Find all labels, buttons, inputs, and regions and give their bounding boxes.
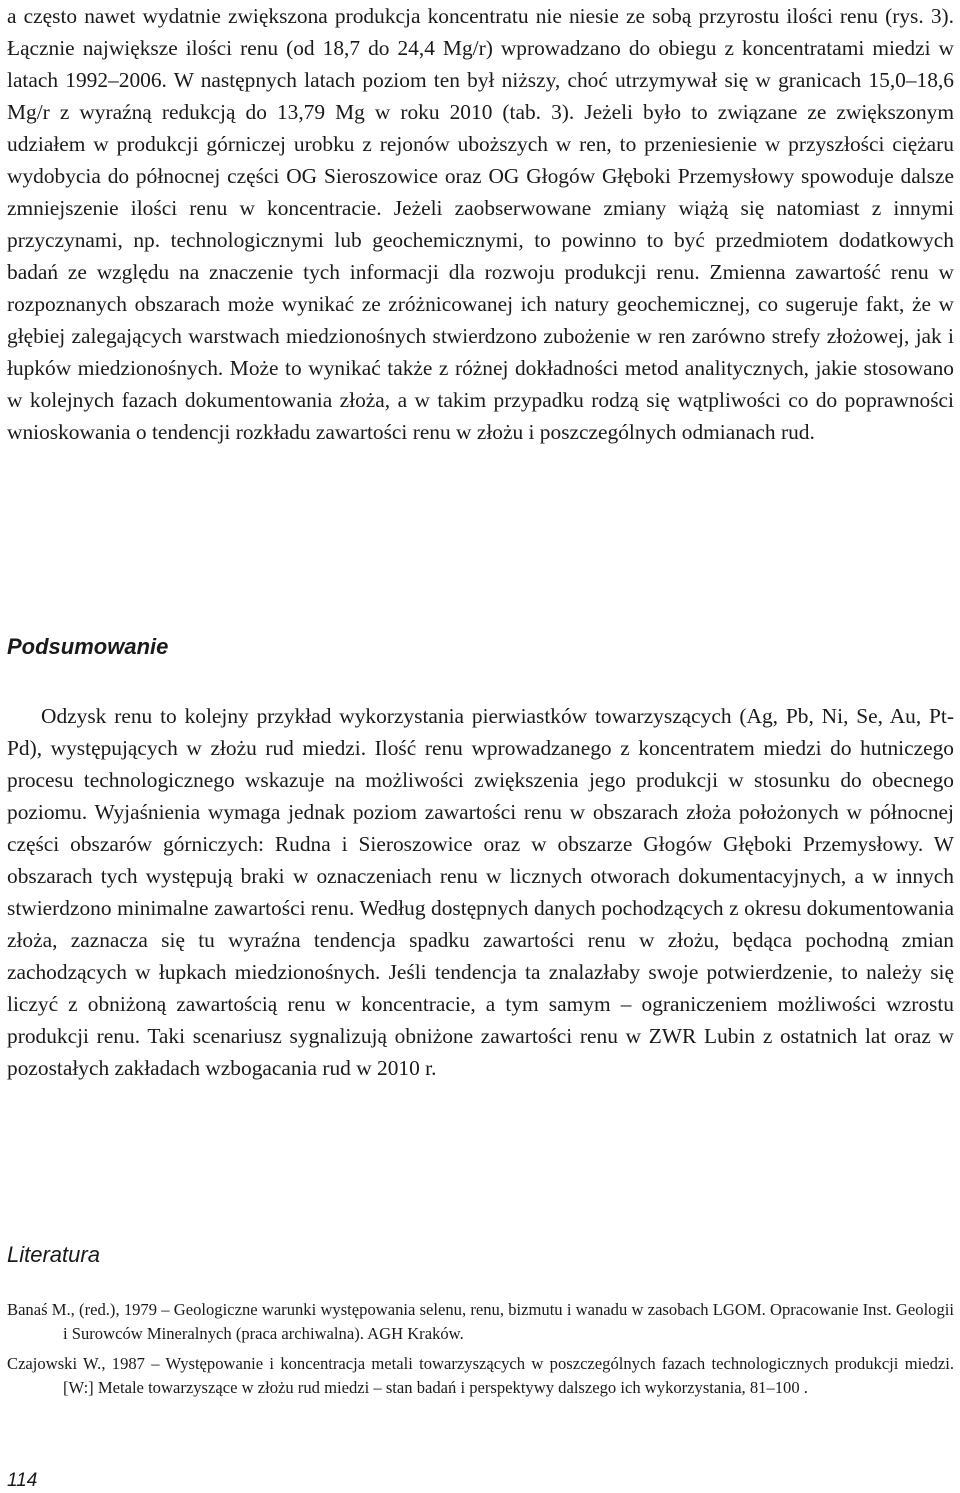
body-paragraph-summary: Odzysk renu to kolejny przykład wykorzystania pierwiastków towarzyszących (Ag, Pb, Ni, Se, Au, Pt-Pd), występujących w złożu rud miedzi. Ilość renu wprowadzanego z koncentratem miedzi do hutniczego procesu technologicznego wskazuje na możliwości zwiększenia jego produkcji w stosunku do obecnego poziomu. Wyjaśnienia wymaga jednak poziom zawartości renu w obszarach złoża położonych w północnej części obszarów górniczych: Rudna i Sieroszowice oraz w obszarze Głogów Głęboki Przemysłowy. W obszarach tych występują braki w oznaczeniach renu w licznych otworach dokumentacyjnych, a w innych stwierdzono minimalne zawartości renu. Według dostępnych danych pochodzących z okresu dokumentowania złoża, zaznacza się tu wyraźna tendencja spadku zawartości renu w złożu, będąca pochodną zmian zachodzących w łupkach miedzionośnych. Jeśli tendencja ta znalazłaby swoje potwierdzenie, to należy się liczyć z obniżoną zawartością renu w koncentracie, a tym samym – ograniczeniem możliwości wzrostu produkcji renu. Taki scenariusz sygnalizują obniżone zawartości renu w ZWR Lubin z ostatnich lat oraz w pozostałych zakładach wzbogacania rud w 2010 r. [7,704,954,1080]
section-heading-literature: Literatura [7,1242,100,1267]
section-heading-summary: Podsumowanie [7,634,169,659]
reference-item: Czajowski W., 1987 – Występowanie i koncentracja metali towarzyszących w poszczególnych fazach technologicznych produkcji miedzi. [W:] Metale towarzyszące w złożu rud miedzi – stan badań i perspektywy dalszego ich wykorzystania, 81–100 . [7,1354,954,1397]
body-paragraph-intro: a często nawet wydatnie zwiększona produkcja koncentratu nie niesie ze sobą przyrostu ilości renu (rys. 3). Łącznie największe ilości renu (od 18,7 do 24,4 Mg/r) wprowadzano do obiegu z koncentratami miedzi w latach 1992–2006. W następnych latach poziom ten był niższy, choć utrzymywał się w granicach 15,0–18,6 Mg/r z wyraźną redukcją do 13,79 Mg w roku 2010 (tab. 3). Jeżeli było to związane ze zwiększonym udziałem w produkcji górniczej urobku z rejonów uboższych w ren, to przeniesienie w przyszłości ciężaru wydobycia do północnej części OG Sieroszowice oraz OG Głogów Głęboki Przemysłowy spowoduje dalsze zmniejszenie ilości renu w koncentracie. Jeżeli zaobserwowane zmiany wiążą się natomiast z innymi przyczynami, np. technologicznymi lub geochemicznymi, to powinno to być przedmiotem dodatkowych badań ze względu na znaczenie tych informacji dla rozwoju produkcji renu. Zmienna zawartość renu w rozpoznanych obszarach może wynikać ze zróżnicowanej ich natury geochemicznej, co sugeruje fakt, że w głębiej zalegających warstwach miedzionośnych stwierdzono zubożenie w ren zarówno strefy złożowej, jak i łupków miedzionośnych. Może to wynikać także z różnej dokładności metod analitycznych, jakie stosowano w kolejnych fazach dokumentowania złoża, a w takim przypadku rodzą się wątpliwości co do poprawności wnioskowania o tendencji rozkładu zawartości renu w złożu i poszczególnych odmianach rud. [7,4,954,444]
page-number: 114 [7,1470,38,1491]
reference-item: Banaś M., (red.), 1979 – Geologiczne warunki występowania selenu, renu, bizmutu i wanadu w zasobach LGOM. Opracowanie Inst. Geologii i Surowców Mineralnych (praca archiwalna). AGH Kraków. [7,1300,954,1343]
reference-list [7,1298,954,1406]
